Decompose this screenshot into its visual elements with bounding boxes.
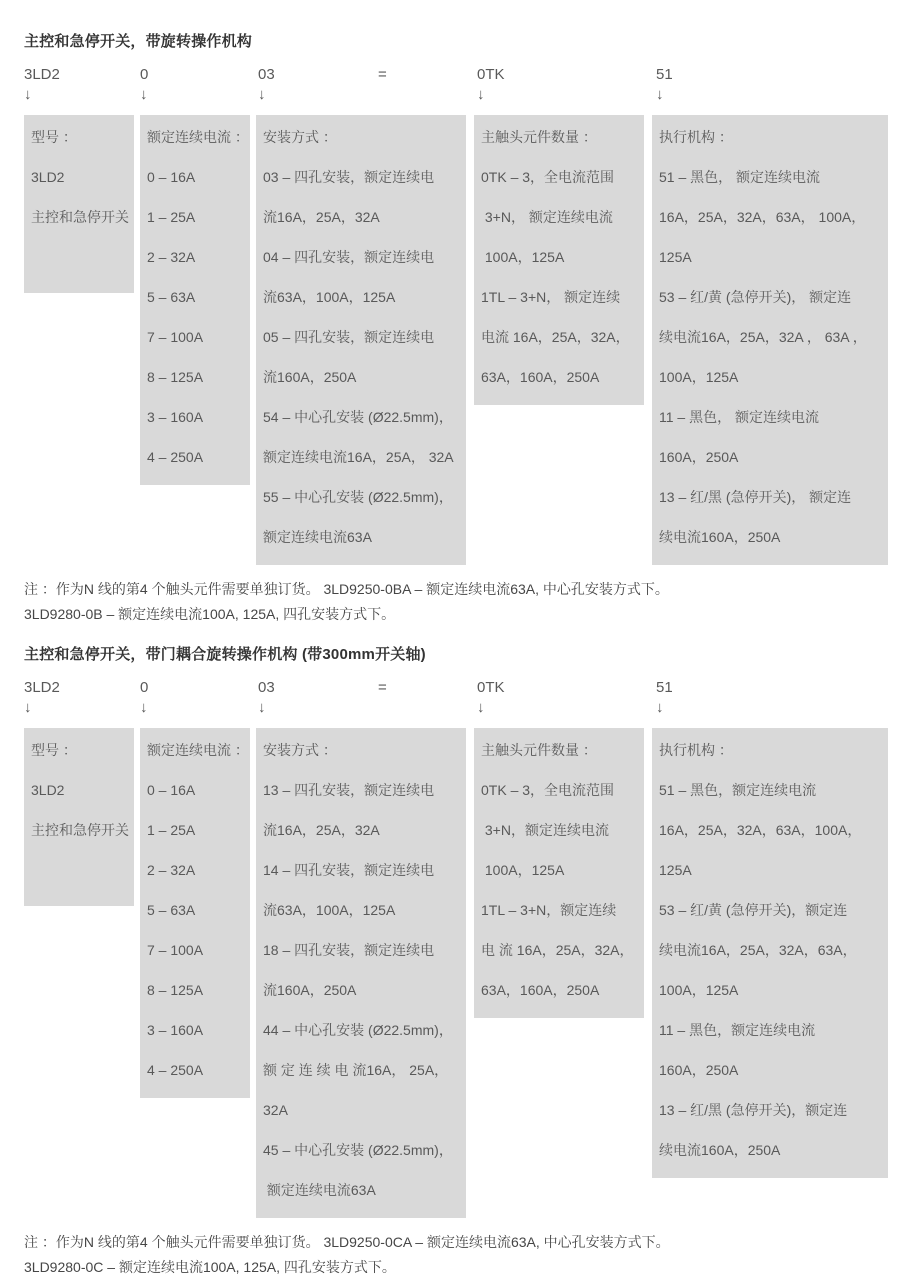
column-line: 流63A，100A，125A [263,289,396,305]
code-explanation-columns [0,728,900,1218]
section-title: 主控和急停开关，带门耦合旋转操作机构 (带300mm开关轴) [24,646,426,663]
column-line: 续电流16A，25A，32A，63A， [659,942,857,958]
order-code-segment [24,65,60,105]
footnotes [24,577,888,627]
code-value: = [378,679,387,696]
order-code-segment [258,65,275,105]
code-value: 3LD2 [24,66,60,83]
column-box-1 [24,115,134,293]
column-header: 执行机构 ： [659,129,733,145]
column-line: 54 – 中心孔安装 (Ø22.5mm)， [263,409,453,425]
column-line: 主控和急停开关 [31,822,129,838]
column-line: 8 – 125A [147,369,204,385]
column-line: 100A，125A [481,862,565,878]
column-line: 额 定 连 续 电 流16A， 25A， [263,1062,449,1078]
column-line: 100A，125A [481,249,565,265]
code-value: 51 [656,679,673,696]
column-line: 63A，160A，250A [481,982,600,998]
column-header: 型号 ： [31,129,77,145]
column-line: 流160A，250A [263,369,357,385]
column-line: 100A，125A [659,982,739,998]
column-line: 续电流160A，250A [659,529,781,545]
column-line: 4 – 250A [147,1062,204,1078]
note-line: 3LD9280-0C – 额定连续电流100A, 125A, 四孔安装方式下。 [24,1259,396,1275]
column-line: 8 – 125A [147,982,204,998]
column-line: 3+N，额定连续电流 [481,822,609,838]
column-line: 1TL – 3+N， 额定连续 [481,289,621,305]
column-line: 03 – 四孔安装，额定连续电 [263,169,435,185]
column-line: 13 – 红/黑 (急停开关)，额定连 [659,1102,848,1118]
column-line: 16A，25A，32A，63A，100A， [659,822,862,838]
code-value: 03 [258,66,275,83]
column-header: 主触头元件数量 ： [481,742,597,758]
down-arrow-icon: ↓ [258,86,266,103]
down-arrow-icon: ↓ [477,86,485,103]
column-line: 3 – 160A [147,1022,204,1038]
column-line: 7 – 100A [147,329,204,345]
order-code-segment [477,678,505,718]
column-box-4 [474,728,644,1018]
column-line: 1 – 25A [147,209,196,225]
code-value: 3LD2 [24,679,60,696]
column-line: 05 – 四孔安装，额定连续电 [263,329,435,345]
column-line: 1 – 25A [147,822,196,838]
down-arrow-icon: ↓ [477,699,485,716]
section-title: 主控和急停开关，带旋转操作机构 [24,33,253,50]
down-arrow-icon: ↓ [24,699,32,716]
column-box-3 [256,728,466,1218]
column-line: 3 – 160A [147,409,204,425]
column-line: 额定连续电流63A [263,529,372,545]
column-line: 3+N， 额定连续电流 [481,209,613,225]
column-line: 53 – 红/黄 (急停开关)， 额定连 [659,289,852,305]
column-line: 51 – 黑色， 额定连续电流 [659,169,821,185]
column-line: 流63A，100A，125A [263,902,396,918]
code-explanation-columns [0,115,900,565]
code-value: 0 [140,679,149,696]
column-line: 51 – 黑色，额定连续电流 [659,782,817,798]
column-line: 160A，250A [659,1062,739,1078]
column-box-2 [140,728,250,1098]
column-line: 13 – 红/黑 (急停开关)， 额定连 [659,489,852,505]
column-box-5 [652,728,888,1178]
column-line: 04 – 四孔安装，额定连续电 [263,249,435,265]
column-line: 0TK – 3，全电流范围 [481,782,615,798]
order-code-segment [140,65,148,105]
column-line: 45 – 中心孔安装 (Ø22.5mm)， [263,1142,453,1158]
column-line: 额定连续电流63A [263,1182,376,1198]
code-value: = [378,66,387,83]
column-line: 0TK – 3，全电流范围 [481,169,615,185]
column-line: 11 – 黑色，额定连续电流 [659,1022,816,1038]
column-line: 100A，125A [659,369,739,385]
section-door-coupling-operator [0,643,900,1280]
column-line: 电流 16A，25A，32A， [481,329,630,345]
order-code-segment [656,678,673,718]
column-line: 续电流16A，25A，32A ， 63A ， [659,329,867,345]
note-line: 注 ：作为N 线的第4 个触头元件需要单独订货。 3LD9250-0BA – 额定连续电流63A, 中心孔安装方式下。 [24,581,669,597]
column-line: 11 – 黑色， 额定连续电流 [659,409,819,425]
order-code-segment [378,678,387,698]
column-line: 63A，160A，250A [481,369,600,385]
column-line: 流16A，25A，32A [263,822,380,838]
column-header: 执行机构 ： [659,742,733,758]
code-value: 0TK [477,679,505,696]
column-line: 160A，250A [659,449,739,465]
column-line: 2 – 32A [147,249,196,265]
column-line: 3LD2 [31,782,65,798]
column-line: 0 – 16A [147,782,196,798]
column-box-1 [24,728,134,906]
order-code-row [0,65,900,115]
column-header: 安装方式 ： [263,742,337,758]
column-header: 额定连续电流 ： [147,129,249,145]
column-line: 44 – 中心孔安装 (Ø22.5mm)， [263,1022,453,1038]
column-line: 0 – 16A [147,169,196,185]
down-arrow-icon: ↓ [656,86,664,103]
order-code-row [0,678,900,728]
column-line: 1TL – 3+N，额定连续 [481,902,617,918]
code-value: 51 [656,66,673,83]
column-line: 7 – 100A [147,942,204,958]
code-value: 0TK [477,66,505,83]
column-box-4 [474,115,644,405]
order-code-segment [24,678,60,718]
order-code-segment [140,678,148,718]
down-arrow-icon: ↓ [258,699,266,716]
column-line: 5 – 63A [147,289,196,305]
column-box-2 [140,115,250,485]
down-arrow-icon: ↓ [140,86,148,103]
column-header: 主触头元件数量 ： [481,129,597,145]
column-line: 主控和急停开关 [31,209,129,225]
column-line: 3LD2 [31,169,65,185]
column-line: 55 – 中心孔安装 (Ø22.5mm)， [263,489,453,505]
footnotes [24,1230,888,1280]
column-line: 125A [659,249,692,265]
down-arrow-icon: ↓ [24,86,32,103]
column-line: 额定连续电流16A，25A， 32A [263,449,454,465]
column-line: 流16A，25A，32A [263,209,380,225]
column-line: 125A [659,862,692,878]
column-line: 5 – 63A [147,902,196,918]
column-line: 续电流160A，250A [659,1142,781,1158]
section-rotary-operator [0,30,900,627]
code-value: 03 [258,679,275,696]
column-line: 16A，25A，32A，63A， 100A， [659,209,866,225]
order-code-segment [258,678,275,718]
column-line: 14 – 四孔安装，额定连续电 [263,862,435,878]
column-line: 2 – 32A [147,862,196,878]
column-header: 安装方式 ： [263,129,337,145]
column-header: 额定连续电流 ： [147,742,249,758]
column-line: 流160A，250A [263,982,357,998]
order-code-segment [477,65,505,105]
column-line: 32A [263,1102,288,1118]
note-line: 注 ：作为N 线的第4 个触头元件需要单独订货。 3LD9250-0CA – 额定连续电流63A, 中心孔安装方式下。 [24,1234,670,1250]
code-value: 0 [140,66,149,83]
column-line: 53 – 红/黄 (急停开关)，额定连 [659,902,848,918]
order-code-segment [656,65,673,105]
column-box-3 [256,115,466,565]
column-box-5 [652,115,888,565]
down-arrow-icon: ↓ [656,699,664,716]
order-code-segment [378,65,387,85]
column-line: 电 流 16A，25A，32A， [481,942,634,958]
column-line: 18 – 四孔安装，额定连续电 [263,942,435,958]
column-header: 型号 ： [31,742,77,758]
column-line: 13 – 四孔安装，额定连续电 [263,782,435,798]
note-line: 3LD9280-0B – 额定连续电流100A, 125A, 四孔安装方式下。 [24,606,396,622]
column-line: 4 – 250A [147,449,204,465]
down-arrow-icon: ↓ [140,699,148,716]
